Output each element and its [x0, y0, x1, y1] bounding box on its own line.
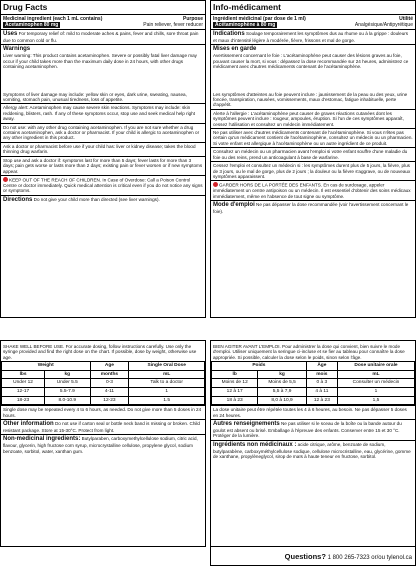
uses-label-fr: Indications	[213, 31, 245, 37]
table-row: 12-17 5.5-7.9 4-11 1	[2, 388, 205, 397]
directions-text: Do not give your child more than directed (see liver warnings).	[33, 196, 160, 202]
dosing-table-fr	[211, 361, 415, 405]
dosing-panel-en	[0, 340, 206, 547]
drug-facts-panel-fr	[210, 0, 416, 318]
uses-text-fr: Soulage temporairement les symptômes dus au rhume ou à la grippe : douleurs et maux d'intensité légère à modérée, fièvre, frissons et mal de gorge.	[213, 31, 409, 43]
liver-symptoms-fr: Les symptômes d'atteintes au foie peuvent inclure : jaunissement de la peau ou des yeux, urine foncée, transpiration, nausées, vomissements, maux d'estomac, fatigue inhabituelle, perte d'appétit.	[213, 91, 408, 108]
drug-facts-title-fr: Info-médicament	[213, 2, 282, 12]
ask-doctor-fr: Consultez un médecin ou un pharmacien avant l'emploi si votre enfant souffre d'une maladie du foie ou des reins, prend un anticoagulant à base de warfarine.	[211, 147, 415, 161]
shake-instructions: SHAKE WELL BEFORE USE. For accurate dosing, follow instructions carefully. Use only the syringe provided and find the right dose on the chart. If possible, dose by weight, otherwise use age.	[3, 344, 197, 360]
questions-contact: 1 800 265-7323 or/ou tylenol.ca	[327, 555, 412, 561]
drug-facts-panel-en	[0, 0, 206, 318]
other-info-label: Other information	[3, 421, 54, 427]
shake-instructions-fr: BIEN AGITER AVANT L'EMPLOI. Pour administrer la dose qui convient, bien suivre le mode d'emploi. Utiliser uniquement la seringue ci-incluse et se fier au tableau pour connaître la dose appropriée. Si possible, calculer la dose selon le poids, sinon selon l'âge.	[213, 344, 405, 360]
unit-ml-fr: mL	[338, 370, 415, 379]
uses-label: Uses	[3, 31, 18, 37]
drug-facts-title: Drug Facts	[3, 2, 48, 12]
table-head-weight: Weight	[2, 362, 91, 371]
purpose-label: Purpose	[182, 16, 203, 22]
dosing-panel-fr	[210, 340, 416, 547]
single-dose-note: Single dose may be repeated every 4 to 6 hours, as needed. Do not give more than 5 doses in 24 hours.	[1, 405, 205, 419]
table-head-age: Age	[90, 362, 129, 371]
keep-out: KEEP OUT OF THE REACH OF CHILDREN. In Case of Overdose: Call a Poison Control Centre or doctor immediately. Quick medical attention is critical even if you do not notice any signs or symptoms.	[3, 177, 203, 194]
unit-kg: kg	[45, 370, 90, 379]
active-value-fr: Acétaminophène à 80 mg	[215, 22, 276, 28]
warning-dot-icon-fr	[213, 182, 218, 187]
other-info-label-fr: Autres renseignements	[213, 421, 280, 427]
stop-use-fr: Cessez l'emploi et consultez un médecin si : les symptômes durent plus de 5 jours, la fièvre, plus de 3 jours, ou le mal de gorge, plus de 2 jours ; la douleur ou la fièvre s'aggrave, ou de nouveaux symptômes apparaissent.	[211, 161, 415, 180]
questions-label: Questions?	[284, 552, 326, 561]
unit-lbs: lbs	[2, 370, 45, 379]
directions-label: Directions	[3, 196, 33, 203]
nonmed-text: Butylparaben, carboxymethylcellulose sodium, citric acid, flavour, glycerin, high fructose corn syrup, microcrystalline cellulose, propylene glycol, sodium benzoate, sorbitol, water, xanthan gum.	[3, 436, 198, 454]
liver-symptoms: Symptoms of liver damage may include: yellow skin or eyes, dark urine, sweating, nausea, vomiting, stomach pain, unusual tiredness, loss of appetite.	[3, 91, 187, 103]
warning-dot-icon	[3, 177, 8, 182]
do-not-use: Do not use: with any other drug containing acetaminophen. If you are not sure whether a drug contains acetaminophen, ask a doctor or pharmacist. If your child is allergic to acetaminophen or any other ingredient in this product.	[1, 123, 205, 142]
unit-ml: mL	[129, 370, 205, 379]
active-label: Medicinal ingredient (each 1 mL contains)	[3, 16, 103, 22]
liver-warning: Liver warning: This product contains acetaminophen. Severe or possibly fatal liver damage may occur if your child takes more than the maximum daily dose in 24 hours, with other drugs containing acetaminophen.	[3, 53, 197, 70]
table-row: Under 12 Under 5.5 0-3 Talk to a doctor	[2, 379, 205, 388]
unit-lb-fr: lb	[212, 370, 258, 379]
liver-warning-fr: Avertissement concernant le foie : L'acétaminophène peut causer des lésions graves au foie, pouvant causer la mort, si vous : dépassez la dose recommandée sur 24 heures, administrez ce médicament avec d'autres médicaments contenant de l'acétaminophène.	[213, 53, 409, 70]
unit-months: months	[90, 370, 129, 379]
single-dose-note-fr: La dose unitaire peut être répétée toutes les 4 à 6 heures, au besoin. Ne pas dépasser 5 doses en 24 heures.	[211, 405, 415, 419]
dosing-table	[1, 361, 205, 405]
active-label-fr: Ingrédient médicinal (par dose de 1 ml)	[213, 16, 306, 22]
do-not-use-fr: Ne pas utiliser avec d'autres médicaments contenant de l'acétaminophène. Si vous n'êtes pas certain qu'un médicament contient de l'acétaminophène, consultez un médecin ou un pharmacien. Si votre enfant est allergique à l'acétaminophène ou un autre ingrédient de ce produit.	[211, 128, 415, 147]
purpose-value: Pain reliever, fever reducer	[143, 22, 203, 28]
table-row: Moins de 12 Moins de 5,5 0 à 3 Consulter un médecin	[212, 379, 415, 388]
table-row: 18-23 8.0-10.9 12-23 1.5	[2, 396, 205, 405]
unit-kg-fr: kg	[258, 370, 306, 379]
directions-label-fr: Mode d'emploi	[213, 202, 255, 209]
nonmed-label-fr: Ingrédients non médicinaux :	[213, 441, 297, 448]
active-value: Acetaminophen 80 mg	[5, 22, 59, 28]
unit-mois-fr: mois	[306, 370, 337, 379]
table-row: 12 à 17 5,5 à 7,9 4 à 11 1	[212, 388, 415, 397]
other-info-text: Do not use if carton seal or bottle neck band is missing or broken. Child resistant package. Store at 15-30°C. Protect from light.	[3, 421, 200, 433]
warnings-label: Warnings	[3, 46, 31, 53]
nonmed-label: Non-medicinal ingredients:	[3, 436, 81, 443]
uses-text: For temporary relief of: mild to moderate aches & pains, fever and chills, sore throat pain due to common cold or flu.	[3, 31, 199, 43]
table-row: 18 à 23 8,0 à 10,9 12 à 23 1,5	[212, 396, 415, 405]
directions-text-fr: Ne pas dépasser la dose recommandée (voir l'avertissement concernant le foie).	[213, 202, 409, 215]
nonmed-text-fr: acide citrique, arôme, benzoate de sodium, butylparabène, carboxyméthylcellulose sodique, cellulose microcristalline, eau, glycérine, gomme de xanthane, propylèneglycol, sirop de maïs à haute teneur en fructose, sorbitol.	[213, 441, 411, 460]
purpose-value-fr: Analgésique/Antipyrétique	[354, 22, 413, 28]
table-head-weight-fr: Poids	[212, 362, 307, 371]
warnings-label-fr: Mises en garde	[213, 46, 257, 53]
stop-use: Stop use and ask a doctor if: symptoms last for more than 5 days; fever lasts for more than 3 days; pain gets worse or lasts more than 2 days; existing pain or fever worsen or if new symptoms appear.	[1, 156, 205, 175]
allergy-alert: Allergy alert: Acetaminophen may cause severe skin reactions. Symptoms may include: skin reddening, blisters, rash. If any of these symptoms occur, stop use and seek medical help right away.	[1, 103, 205, 122]
keep-out-fr: GARDER HORS DE LA PORTÉE DES ENFANTS. En cas de surdosage, appeler immédiatement un centre antipoison ou un médecin. Il est essentiel d'obtenir des soins médicaux immédiatement, même en l'absence de tout signe ou symptôme.	[213, 182, 411, 199]
purpose-label-fr: Utilité	[399, 16, 413, 22]
table-head-dose-fr: Dose unitaire orale	[338, 362, 415, 371]
other-info-text-fr: Ne pas utiliser si le sceau de la boîte ou la bande autour du goulot est absent ou brisé. Emballage à l'épreuve des enfants. Conserver entre 15 et 30 °C. Protéger de la lumière.	[213, 421, 402, 439]
questions-box	[210, 547, 416, 566]
table-head-age-fr: Âge	[306, 362, 337, 371]
table-head-dose: Single Oral Dose	[129, 362, 205, 371]
allergy-alert-fr: Alerte à l'allergie : L'acétaminophène peut causer de graves réactions cutanées dont les symptômes peuvent inclure : rougeur, ampoules, éruption. Si l'un de ces symptômes apparaît, cessez l'utilisation et consultez un médecin immédiatement.	[211, 109, 415, 128]
ask-doctor: Ask a doctor or pharmacist before use if your child has: liver or kidney disease; takes the blood thinning drug warfarin.	[1, 142, 205, 156]
